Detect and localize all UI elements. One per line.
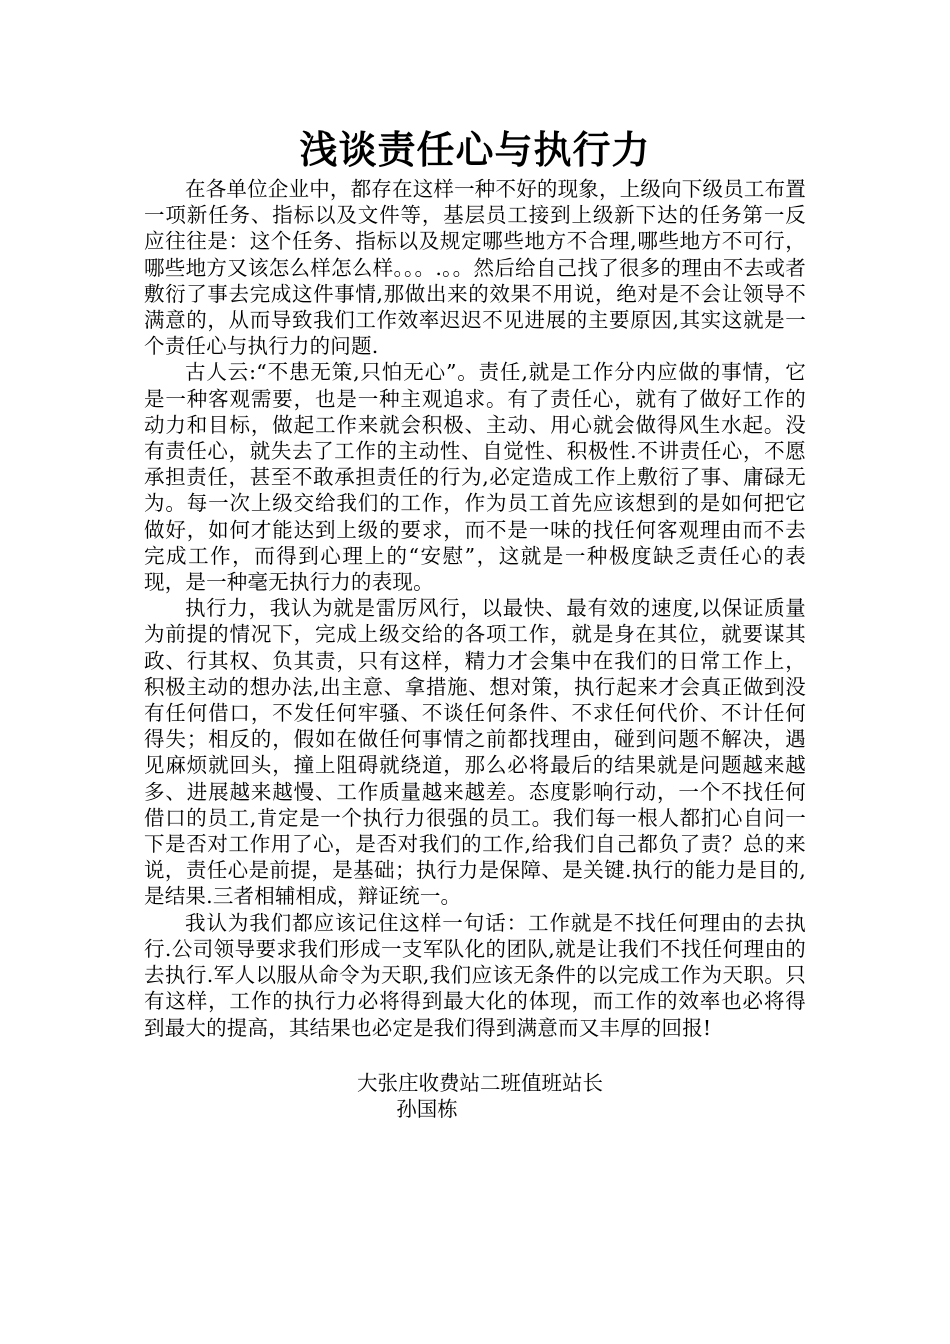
signature-position: 大张庄收费站二班值班站长 bbox=[357, 1071, 603, 1095]
paragraph: 古人云:“不患无策,只怕无心”。责任,就是工作分内应做的事情，它是一种客观需要，也是一种主观追求。有了责任心，就有了做好工作的动力和目标，做起工作来就会积极、主动、用心就会做得风生水起。没有责任心，就失去了工作的主动性、自觉性、积极性.不讲责任心，不愿承担责任，甚至不敢承担责任的行为,必定造成工作上敷衍了事、庸碌无为。每一次上级交给我们的工作，作为员工首先应该想到的是如何把它做好，如何才能达到上级的要求，而不是一味的找任何客观理由而不去完成工作，而得到心理上的“安慰”，这就是一种极度缺乏责任心的表现，是一种毫无执行力的表现。 bbox=[144, 360, 806, 595]
paragraph: 我认为我们都应该记住这样一句话：工作就是不找任何理由的去执行.公司领导要求我们形成一支军队化的团队,就是让我们不找任何理由的去执行.军人以服从命令为天职,我们应该无条件的以完成工作为天职。只有这样，工作的执行力必将得到最大化的体现，而工作的效率也必将得到最大的提高，其结果也必定是我们得到满意而又丰厚的回报! bbox=[144, 910, 806, 1040]
article-body bbox=[144, 176, 806, 1041]
paragraph: 执行力，我认为就是雷厉风行，以最快、最有效的速度,以保证质量为前提的情况下，完成上级交给的各项工作，就是身在其位，就要谋其政、行其权、负其责，只有这样，精力才会集中在我们的日常工作上，积极主动的想办法,出主意、拿措施、想对策，执行起来才会真正做到没有任何借口，不发任何牢骚、不谈任何条件、不求任何代价、不计任何得失；相反的，假如在做任何事情之前都找理由，碰到问题不解决，遇见麻烦就回头，撞上阻碍就绕道，那么必将最后的结果就是问题越来越多、进展越来越慢、工作质量越来越差。态度影响行动，一个不找任何借口的员工,肯定是一个执行力很强的员工。我们每一根人都扪心自问一下是否对工作用了心，是否对我们的工作,给我们自己都负了责？总的来说，责任心是前提，是基础；执行力是保障、是关键.执行的能力是目的,是结果.三者相辅相成，辩证统一。 bbox=[144, 596, 806, 909]
page-title: 浅谈责任心与执行力 bbox=[299, 127, 651, 172]
paragraph: 在各单位企业中，都存在这样一种不好的现象，上级向下级员工布置一项新任务、指标以及文件等，基层员工接到上级新下达的任务第一反应往往是：这个任务、指标以及规定哪些地方不合理,哪些地方不可行，哪些地方又该怎么样怎么样。。。.。。然后给自己找了很多的理由不去或者敷衍了事去完成这件事情,那做出来的效果不用说，绝对是不会让领导不满意的，从而导致我们工作效率迟迟不见进展的主要原因,其实这就是一个责任心与执行力的问题. bbox=[144, 177, 806, 359]
signature-name: 孙国栋 bbox=[396, 1097, 458, 1121]
